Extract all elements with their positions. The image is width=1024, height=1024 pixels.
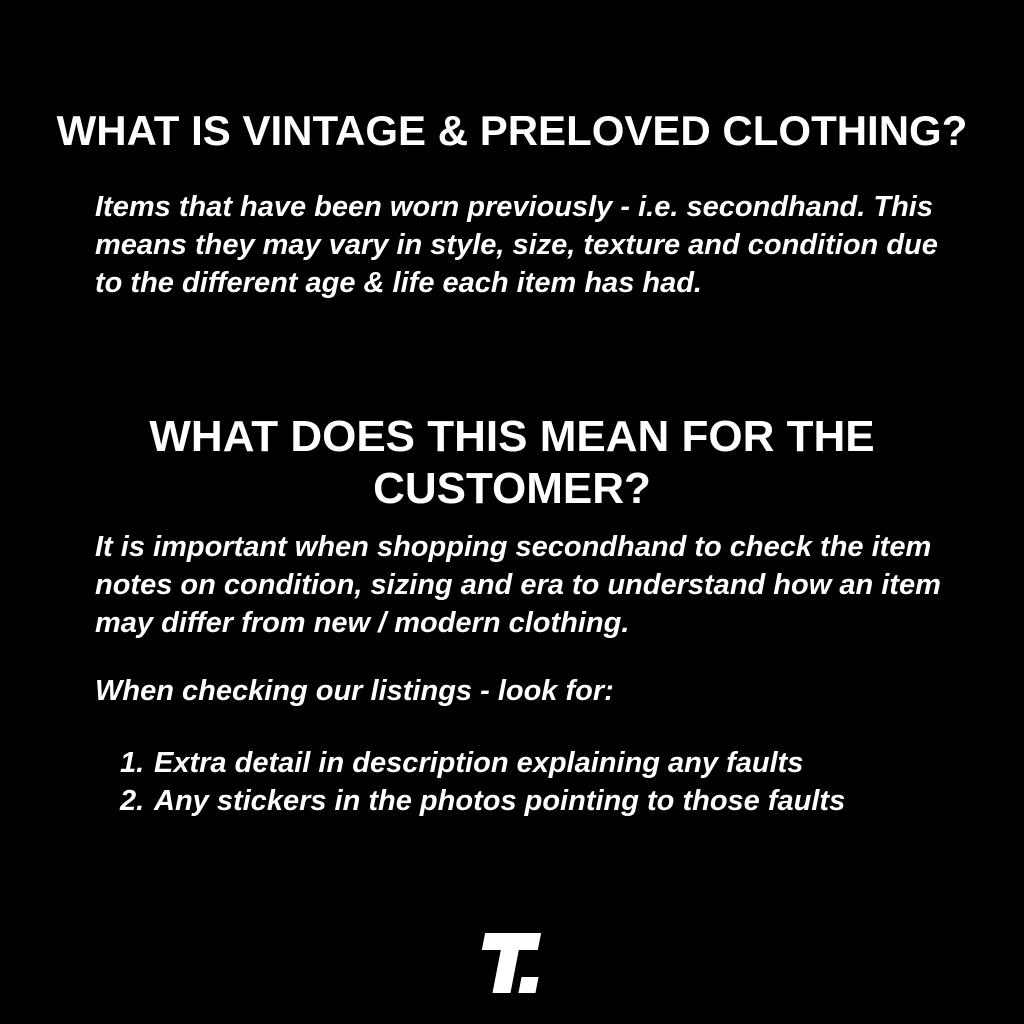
customer-paragraph-line: It is important when shopping secondhand to check the item <box>95 531 932 563</box>
logo-t-icon <box>492 950 518 993</box>
listings-prompt: When checking our listings - look for: <box>95 675 614 707</box>
intro-paragraph-line: Items that have been worn previously - i.e. secondhand. This <box>95 191 933 223</box>
intro-paragraph <box>95 188 964 302</box>
logo-t-icon <box>482 933 541 950</box>
customer-paragraph <box>95 528 964 642</box>
intro-paragraph-line: to the different age & life each item has had. <box>95 267 702 299</box>
list-item-text: Extra detail in description explaining any faults <box>154 747 804 779</box>
section-title-line: WHAT DOES THIS MEAN FOR THE <box>149 411 875 461</box>
section-title-line: CUSTOMER? <box>373 463 651 513</box>
fault-checklist <box>120 744 964 820</box>
customer-paragraph-line: notes on condition, sizing and era to understand how an item <box>95 569 941 601</box>
customer-paragraph-line: may differ from new / modern clothing. <box>95 607 630 639</box>
list-item <box>120 782 964 820</box>
list-item <box>120 744 964 782</box>
list-item-text: Any stickers in the photos pointing to those faults <box>154 785 846 817</box>
logo-period-icon <box>518 977 538 993</box>
brand-logo <box>471 933 545 993</box>
section-title-customer <box>0 411 1024 515</box>
list-item-number: 2. <box>120 785 145 817</box>
intro-paragraph-line: means they may vary in style, size, texture and condition due <box>95 229 938 261</box>
list-item-number: 1. <box>120 747 145 779</box>
page-title: WHAT IS VINTAGE & PRELOVED CLOTHING? <box>56 107 968 155</box>
